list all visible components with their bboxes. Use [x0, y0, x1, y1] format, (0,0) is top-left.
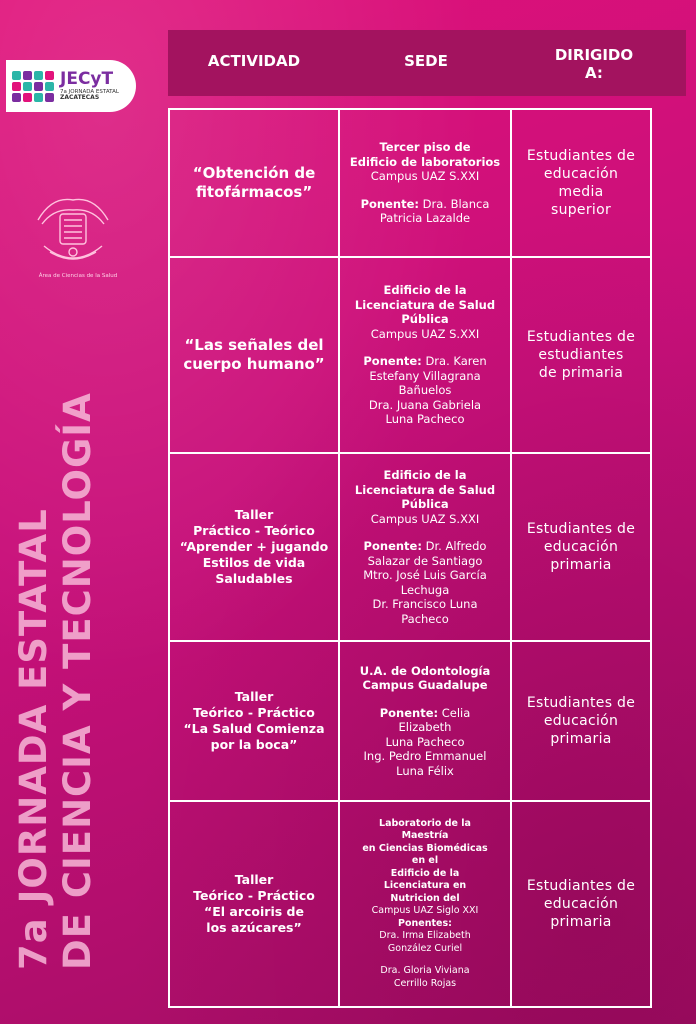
venue-cell — [340, 454, 512, 640]
table-row — [170, 258, 650, 454]
audience-cell — [512, 258, 650, 452]
venue-line: en Ciencias Biomédicas — [362, 842, 488, 854]
activity-line: “Aprender + jugando — [179, 539, 329, 554]
audience-line: Estudiantes de — [526, 695, 636, 711]
activity-line: cuerpo humano” — [183, 355, 325, 373]
audience-line: Estudiantes de — [526, 878, 636, 894]
audience-line: educación — [543, 166, 619, 182]
university-seal-icon — [32, 190, 114, 272]
activity-cell — [170, 110, 340, 256]
speaker-label: Ponente: — [363, 539, 422, 553]
speaker-label: Ponentes: — [398, 917, 452, 929]
vertical-title-line2: DE CIENCIA Y TECNOLOGÍA — [56, 392, 99, 970]
jecyt-logo — [6, 60, 136, 112]
logo-mark-icon — [12, 71, 54, 102]
activity-cell — [170, 258, 340, 452]
audience-line: educación — [543, 713, 619, 729]
speaker-line: Dr. Francisco Luna — [372, 597, 478, 611]
logo-line2: ZACATECAS — [60, 94, 100, 102]
venue-line: Campus Guadalupe — [362, 678, 488, 693]
speaker-line: Dra. Irma Elizabeth — [379, 930, 471, 942]
speaker-label: Ponente: — [363, 354, 422, 369]
activity-line: “Obtención de — [192, 164, 316, 182]
audience-line: estudiantes — [538, 347, 624, 363]
header-audience: DIRIGIDO A: — [554, 46, 634, 82]
speaker-line: Dr. Alfredo — [425, 539, 487, 553]
logo-title: JECyT — [60, 68, 114, 89]
venue-line: Pública — [401, 497, 449, 511]
venue-cell — [340, 802, 512, 1006]
venue-line: U.A. de Odontología — [359, 663, 491, 678]
table-row — [170, 454, 650, 642]
activity-line: Taller — [234, 689, 274, 704]
venue-line: Pública — [401, 312, 449, 327]
header-activity: ACTIVIDAD — [207, 52, 301, 70]
header-venue: SEDE — [404, 52, 448, 70]
venue-campus: Campus UAZ S.XXI — [370, 511, 480, 526]
activity-line: “La Salud Comienza — [183, 721, 325, 736]
audience-line: superior — [550, 202, 612, 218]
speaker-line: Dra. Karen — [425, 354, 487, 369]
activity-line: Estilos de vida — [202, 555, 306, 570]
venue-campus: Campus UAZ Siglo XXI — [371, 905, 479, 917]
audience-line: primaria — [550, 914, 612, 930]
speaker-line: Luna Pacheco — [385, 412, 465, 427]
audience-cell — [512, 110, 650, 256]
venue-campus: Campus UAZ S.XXI — [370, 169, 480, 184]
audience-line: de primaria — [538, 365, 624, 381]
venue-line: Nutricion del — [390, 892, 460, 904]
audience-line: primaria — [550, 731, 612, 747]
venue-line: Tercer piso de — [379, 140, 471, 155]
speaker-label: Ponente: — [360, 196, 419, 211]
speaker-label: Ponente: — [379, 705, 439, 720]
venue-line: Licenciatura de Salud — [354, 482, 496, 497]
venue-line: Licenciatura en — [383, 880, 467, 892]
speaker-line: Luna Félix — [396, 763, 454, 778]
activity-line: Teórico - Práctico — [193, 888, 315, 903]
table-row — [170, 110, 650, 258]
speaker-line: Patricia Lazalde — [379, 211, 471, 226]
table-row — [170, 642, 650, 802]
venue-line: Maestría — [401, 830, 449, 842]
activity-cell — [170, 802, 340, 1006]
venue-cell — [340, 642, 512, 800]
speaker-line: Cerrillo Rojas — [393, 977, 457, 989]
audience-line: educación — [543, 896, 619, 912]
activity-line: fitofármacos” — [195, 183, 313, 201]
audience-line: primaria — [550, 557, 612, 573]
schedule-table — [168, 108, 652, 1008]
speaker-line: Elizabeth — [398, 720, 452, 735]
vertical-event-title — [12, 392, 100, 970]
audience-cell — [512, 454, 650, 640]
venue-cell — [340, 110, 512, 256]
venue-line: en el — [411, 855, 439, 867]
audience-cell — [512, 642, 650, 800]
venue-line: Edificio de la — [390, 867, 460, 879]
activity-line: los azúcares” — [206, 920, 302, 935]
activity-line: Saludables — [215, 571, 293, 586]
audience-line: media — [558, 184, 604, 200]
venue-line: Licenciatura de Salud — [354, 297, 496, 312]
speaker-line: Bañuelos — [398, 383, 452, 398]
seal-caption: Área de Ciencias de la Salud — [38, 273, 118, 279]
speaker-line: Ing. Pedro Emmanuel — [363, 749, 487, 764]
vertical-title-line1: 7a JORNADA ESTATAL — [12, 508, 55, 970]
audience-line: educación — [543, 539, 619, 555]
activity-cell — [170, 454, 340, 640]
speaker-line: Pacheco — [401, 611, 449, 626]
table-row — [170, 802, 650, 1006]
speaker-line: Lechuga — [400, 582, 450, 597]
activity-line: Taller — [234, 507, 274, 522]
audience-line: Estudiantes de — [526, 148, 636, 164]
speaker-line: Dra. Blanca — [422, 196, 490, 211]
venue-cell — [340, 258, 512, 452]
activity-line: Teórico - Práctico — [193, 705, 315, 720]
speaker-line: Mtro. José Luis García — [363, 568, 487, 582]
audience-cell — [512, 802, 650, 1006]
speaker-line: Salazar de Santiago — [367, 553, 483, 568]
activity-line: “El arcoiris de — [204, 904, 304, 919]
speaker-line: Estefany Villagrana — [369, 368, 481, 383]
table-header — [168, 30, 686, 96]
activity-line: Taller — [234, 872, 274, 887]
speaker-line: Luna Pacheco — [385, 734, 465, 749]
audience-line: Estudiantes de — [526, 521, 636, 537]
venue-line: Laboratorio de la — [379, 817, 471, 829]
activity-line: “Las señales del — [184, 336, 324, 354]
logo-line1: 7a JORNADA ESTATAL — [60, 88, 119, 95]
speaker-line: Celia — [441, 705, 471, 720]
activity-cell — [170, 642, 340, 800]
venue-campus: Campus UAZ S.XXI — [370, 326, 480, 341]
venue-line: Edificio de la — [383, 283, 467, 298]
activity-line: por la boca” — [210, 737, 298, 752]
speaker-line: Dra. Juana Gabriela — [368, 397, 482, 412]
speaker-line: González Curiel — [387, 942, 463, 954]
activity-line: Práctico - Teórico — [193, 523, 315, 538]
speaker-line: Dra. Gloria Viviana — [380, 965, 470, 977]
venue-line: Edificio de laboratorios — [349, 154, 501, 169]
venue-line: Edificio de la — [383, 468, 467, 482]
audience-line: Estudiantes de — [526, 329, 636, 345]
